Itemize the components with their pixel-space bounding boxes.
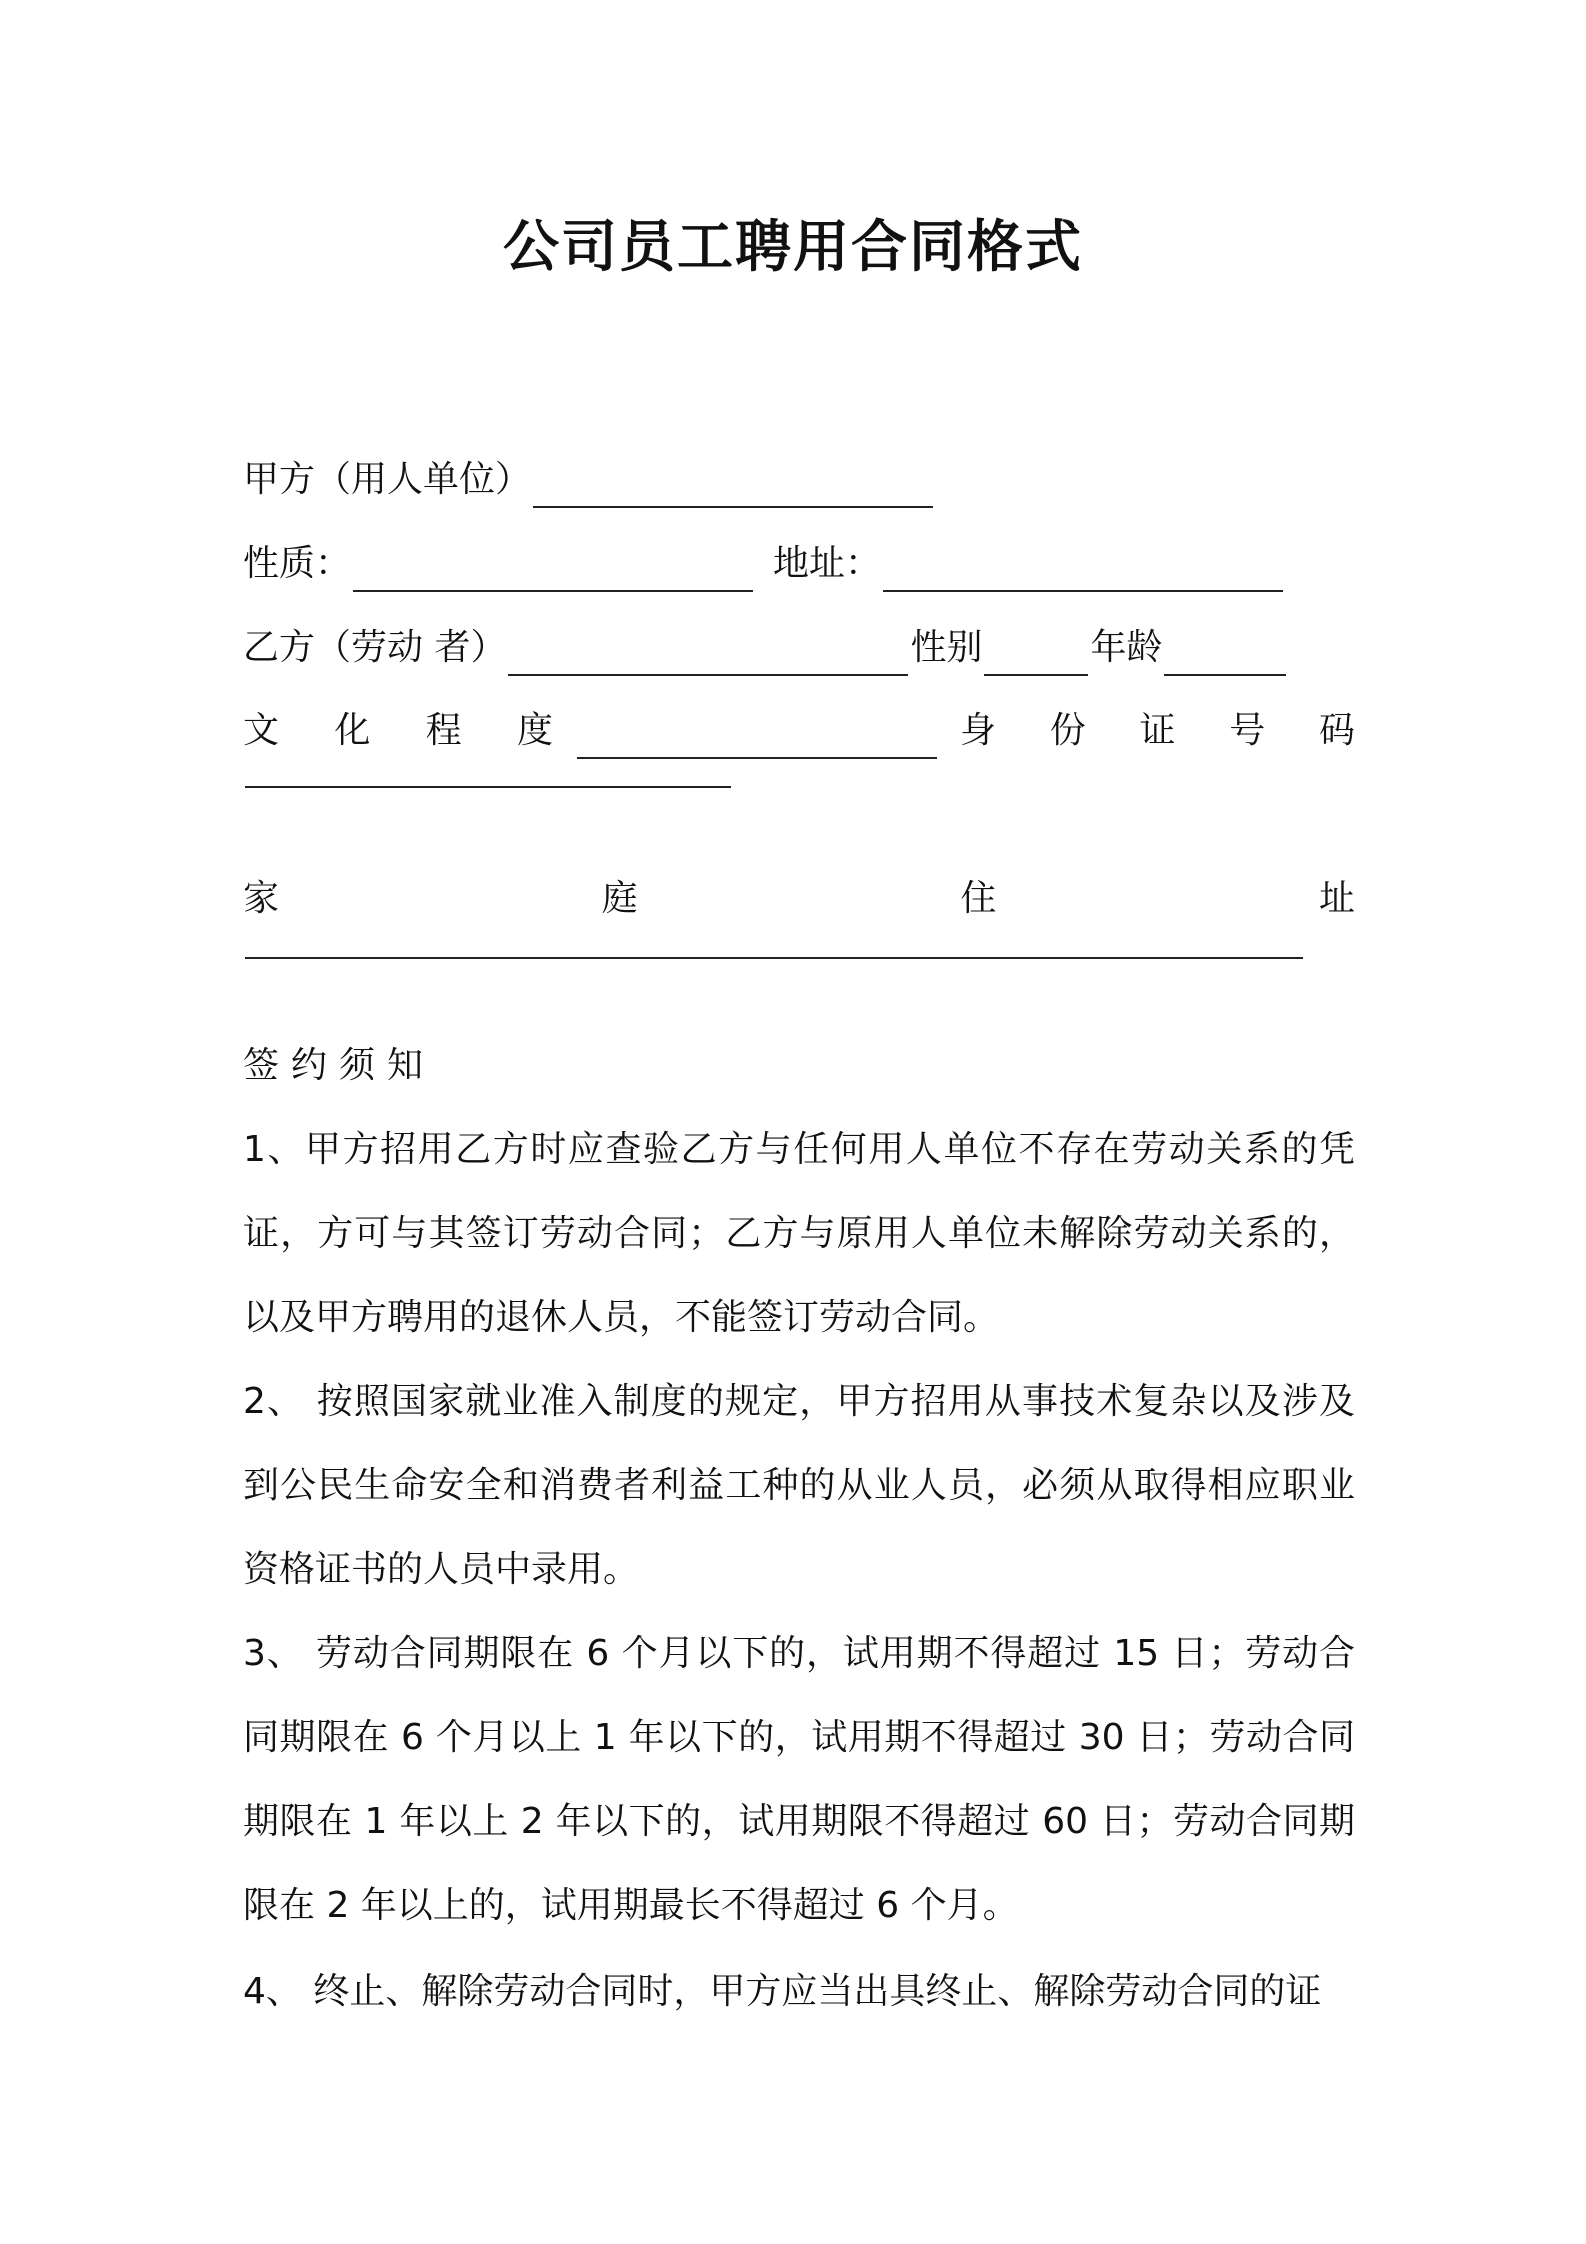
id-number-blank-line <box>243 784 1355 788</box>
party-a-blank[interactable] <box>533 504 933 508</box>
address-blank[interactable] <box>883 588 1283 592</box>
education-id-line <box>243 703 1355 759</box>
clause-1: 1、甲方招用乙方时应查验乙方与任何用人单位不存在劳动关系的凭证，方可与其签订劳动合同；乙方与原用人单位未解除劳动关系的，以及甲方聘用的退休人员，不能签订劳动合同。 <box>243 1129 1355 1338</box>
gender-label: 性别 <box>910 627 983 668</box>
id-number-blank[interactable] <box>245 784 731 788</box>
notice-heading: 签约须知 <box>243 1045 436 1086</box>
gender-blank[interactable] <box>984 672 1088 676</box>
clause-4: 4、 终止、解除劳动合同时，甲方应当出具终止、解除劳动合同的证 <box>243 1971 1322 2012</box>
age-label: 年龄 <box>1090 627 1163 668</box>
nature-blank[interactable] <box>353 588 753 592</box>
document-title: 公司员工聘用合同格式 <box>503 215 1083 280</box>
clause-2: 2、 按照国家就业准入制度的规定，甲方招用从事技术复杂以及涉及到公民生命安全和消费者利益工种的从业人员，必须从取得相应职业资格证书的人员中录用。 <box>243 1381 1355 1590</box>
education-label: 文 化 程 度 <box>243 710 553 751</box>
nature-label: 性质： <box>243 543 352 584</box>
home-address-line <box>243 871 1355 927</box>
id-number-label: 身 份 证 号 码 <box>960 710 1355 751</box>
home-address-blank[interactable] <box>245 955 1303 959</box>
home-address-label: 家 庭 住 址 <box>243 878 1355 919</box>
clause-3: 3、 劳动合同期限在 6 个月以下的，试用期不得超过 15 日；劳动合同期限在 6 个月以上 1 年以下的，试用期不得超过 30 日；劳动合同期限在 1 年以上 2 年以下的，试用期限不得超过 60 日；劳动合同期限在 2 年以上的，试用期最长不得超过 6 个月。 <box>243 1633 1355 1926</box>
education-blank[interactable] <box>577 755 937 759</box>
party-a-line <box>243 452 1355 508</box>
nature-address-line <box>243 536 1355 592</box>
party-b-line <box>243 620 1355 676</box>
address-label: 地址： <box>773 543 882 584</box>
party-b-label: 乙方（劳动 者） <box>243 627 507 668</box>
party-b-blank[interactable] <box>508 672 908 676</box>
party-a-label: 甲方（用人单位） <box>243 459 532 500</box>
age-blank[interactable] <box>1164 672 1286 676</box>
home-address-blank-line <box>243 955 1355 959</box>
